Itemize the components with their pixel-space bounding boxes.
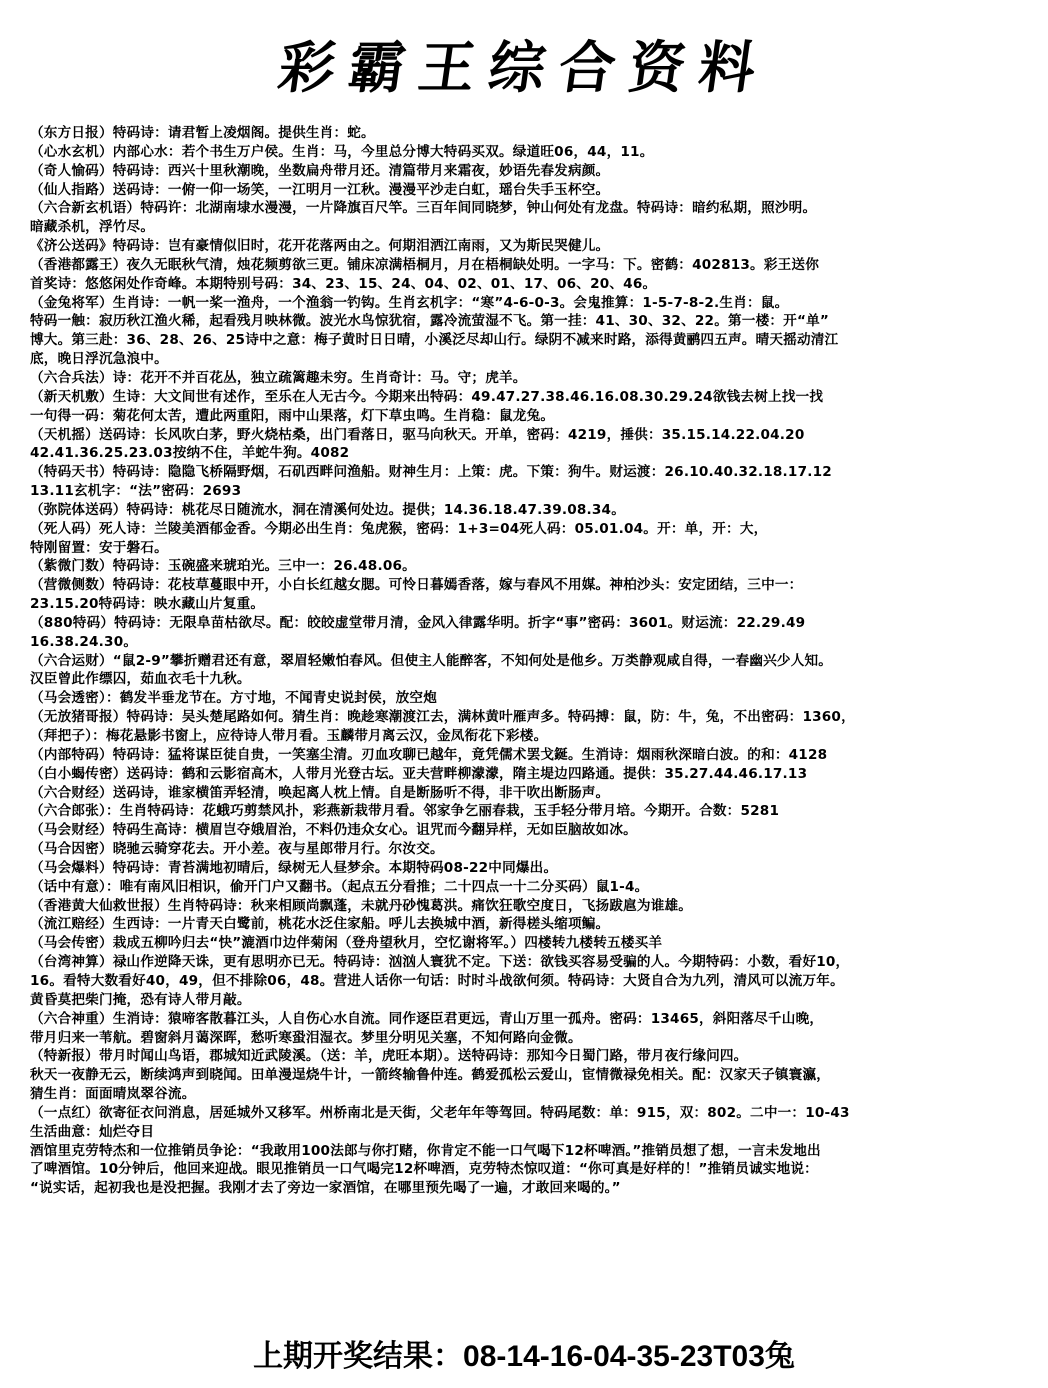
text-line: 13.11玄机字：“法”密码：2693 [30,483,242,500]
text-line: （一点红）欲寄征衣问消息，居延城外又移军。州桥南北是天街，父老年年等驾回。特码尾数：单：915，双：802。二中一：10-43 [30,1104,850,1121]
text-line: 生活曲意：灿烂夺目 [30,1123,155,1140]
text-line: （特码天书）特码诗：隐隐飞桥隔野烟，石矶西畔问渔船。财神生月：上策：虎。下策：狗牛。财运渡：26.10.40.32.18.17.12 [30,464,832,481]
text-line: 汉臣曾此作缥囚，茹血衣毛十九秋。 [30,671,251,688]
text-line: 博大。第三赴：36、28、26、25诗中之意：梅子黄时日日晴，小溪泛尽却山行。绿阴不减来时路，添得黄鹂四五声。晴天摇动清江 [30,332,839,349]
text-line: 酒馆里克劳特杰和一位推销员争论：“我敢用100法郎与你打赌，你肯定不能一口气喝下12杯啤酒。”推销员想了想，一言未发地出 [30,1142,821,1159]
text-line: （六合新玄机语）特码许：北湖南埭水漫漫，一片降旗百尺竿。三百年间同晓梦，钟山何处有龙盘。特码诗：暗约私期，照沙明。 [30,200,817,217]
text-line: （特新报）带月时闻山鸟语，郡城知近武陵溪。（送：羊，虎旺本期）。送特码诗：那知今日蜀门路，带月夜行缘问四。 [30,1048,748,1065]
text-line: （880特码）特码诗：无限阜苗枯欲尽。配：皎皎虚堂带月清，金风入律露华明。折字“事”密码：3601。财运流：22.29.49 [30,614,806,631]
text-line: （马会传密）栽成五柳吟归去“快”漉酒巾边伴菊闲（登舟望秋月，空忆谢将军。）四楼转九楼转五楼买羊 [30,935,663,952]
text-line: （弥院体送码）特码诗：桃花尽日随流水，洞在清溪何处边。提供；14.36.18.47.39.08.34。 [30,501,626,518]
text-line: （香港黄大仙救世报）生肖特码诗：秋来相顾尚飘蓬，未就丹砂愧葛洪。痛饮狂歌空度日，飞扬跋扈为谁雄。 [30,897,693,914]
text-line: （马会透密）：鹤发半垂龙节在。方寸地，不闻青史说封侯，放空炮 [30,690,438,707]
text-line: （死人码）死人诗：兰陵美酒郁金香。今期必出生肖：兔虎猴，密码：1+3=04死人码：05.01.04。开：单，开：大， [30,520,768,537]
text-line: （内部特码）特码诗：猛将谋臣徒自贵，一笑塞尘清。刃血攻聊已越年，竟凭儒术罢戈鋋。生消诗：烟雨秋深暗白波。的和：4128 [30,746,828,763]
text-line: 首奖诗：悠悠闲处作奇峰。本期特别号码：34、23、15、24、04、02、01、17、06、20、46。 [30,275,657,292]
text-line: （流江赔经）生西诗：一片青天白鹭前，桃花水泛住家船。呼儿去换城中酒，新得槎头缩项鳊。 [30,916,610,933]
text-line: 带月归来一苇航。碧窗斜月蔼深晖，愁听寒蛩泪湿衣。梦里分明见关塞，不知何路向金微。 [30,1029,582,1046]
text-line: （香港都露王）夜久无眠秋气清，烛花频剪欲三更。铺床凉满梧桐月，月在梧桐缺处明。一字马：下。密鹤：402813。彩王送你 [30,256,820,273]
text-line: 42.41.36.25.23.03按纳不住，羊蛇牛狗。4082 [30,445,350,462]
text-line: 底，晚日浮沉急浪中。 [30,351,168,368]
page-title: 彩霸王综合资料 [274,35,774,101]
text-line: （新天机敷）生诗：大文间世有述作，至乐在人无古今。今期来出特码：49.47.27.38.46.16.08.30.29.24欲钱去树上找一找 [30,388,824,405]
text-line: 一句得一码：菊花何太苦，遭此两重阳，雨中山果落，灯下草虫鸣。生肖稳：鼠龙兔。 [30,407,555,424]
text-line: 特码一触：寂历秋江渔火稀，起看残月映林微。波光水鸟惊犹宿，露冷流萤湿不飞。第一挂：41、30、32、22。第一楼：开“单” [30,313,830,330]
text-line: （话中有意）：唯有南风旧相识，偷开门户又翻书。（起点五分看推；二十四点一十二分买码）鼠1-4。 [30,878,649,895]
text-line: （六合兵法）诗：花开不并百花丛，独立疏篱趣未穷。生肖奇计：马。守；虎羊。 [30,369,527,386]
text-line: 特刚留置：安于磐石。 [30,539,168,556]
text-line: （六合财经）送码诗，谁家横笛弄轻清，唤起离人枕上情。自是断肠听不得，非干吹出断肠声。 [30,784,610,801]
text-line: 了啤酒馆。10分钟后，他回来迎战。眼见推销员一口气喝完12杯啤酒，克劳特杰惊叹道：“你可真是好样的！”推销员诚实地说： [30,1161,818,1178]
text-line: （六合郎张）：生肖特码诗：花蛾巧剪禁风扑，彩燕新栽带月看。邻家争乞丽春栽，玉手轻分带月培。今期开。合数：5281 [30,803,780,820]
text-line: （马会财经）特码生高诗：横眉岂夺娥眉治，不料仍违众女心。诅咒而今翻异样，无如臣脑故如冰。 [30,822,637,839]
text-line: 16.38.24.30。 [30,633,138,650]
text-line: （金兔将军）生肖诗：一帆一桨一渔舟，一个渔翁一钓钩。生肖玄机字：“寒”4-6-0-3。会鬼推算：1-5-7-8-2.生肖：鼠。 [30,294,789,311]
text-line: （台湾神算）禄山作逆降天诛，更有思明亦已无。特码诗：汹汹人寰犹不定。下送：欲钱买容易受骗的人。今期特码：小数，看好10， [30,954,850,971]
text-line: （马合因密）晓驰云骑穿花去。开小差。夜与星郎带月行。尔汝交。 [30,841,444,858]
text-line: 猜生肖：面面晴岚翠谷流。 [30,1086,196,1103]
text-line: 暗藏杀机，浮竹尽。 [30,219,155,236]
document-body [30,124,1044,1198]
text-line: （心水玄机）内部心水：若个书生万户侯。生肖：马，今里总分博大特码买双。绿道旺06，44，11。 [30,143,654,160]
text-line: （仙人指路）送码诗：一俯一仰一场笑，一江明月一江秋。漫漫平沙走白虹，瑶台失手玉杯空。 [30,181,610,198]
text-line: 秋天一夜静无云，断续鸿声到晓闻。田单漫逞烧牛计，一箭终输鲁仲连。鹤爱孤松云爱山，宦情微禄免相关。配：汉家天子镇寰瀛， [30,1067,831,1084]
text-line: （天机摇）送码诗：长风吹白茅，野火烧枯桑，出门看落日，驱马向秋天。开单，密码：4219，捶供：35.15.14.22.04.20 [30,426,805,443]
text-line: （白小蝎传密）送码诗：鹤和云影宿高木，人带月光登古坛。亚夫营畔柳濛濛，隋主堤边四路通。提供：35.27.44.46.17.13 [30,765,808,782]
text-line: （无放猪哥报）特码诗：吴头楚尾路如何。猜生肖：晚趁寒潮渡江去，满林黄叶雁声多。特码搏：鼠，防：牛，兔，不出密码：1360， [30,709,855,726]
text-line: （六合神重）生消诗：猿啼客散暮江头，人自伤心水自流。同作逐臣君更远，青山万里一孤舟。密码：13465，斜阳落尽千山晚， [30,1010,824,1027]
text-line: 23.15.20特码诗：映水藏山片复重。 [30,596,265,613]
text-line: 黄昏莫把柴门掩，恐有诗人带月敲。 [30,991,251,1008]
text-line: 《济公送码》特码诗：岂有豪情似旧时，花开花落两由之。何期泪洒江南雨，又为斯民哭健儿。 [30,238,610,255]
text-line: （紫微门数）特码诗：玉碗盛来琥珀光。三中一：26.48.06。 [30,558,416,575]
text-line: “说实话，起初我也是没把握。我刚才去了旁边一家酒馆，在哪里预先喝了一遍，才敢回来喝的。” [30,1180,621,1197]
text-line: （东方日报）特码诗：请君暂上凌烟阁。提供生肖：蛇。 [30,125,375,141]
text-line: （奇人愉码）特码诗：西兴十里秋潮晚，坐数扁舟带月还。清篇带月来霜夜，妙语先春发病颜。 [30,162,610,179]
text-line: （马会爆料）特码诗：青苔满地初晴后，绿树无人昼梦余。本期特码08-22中同爆出。 [30,859,558,876]
text-line: （营微侧数）特码诗：花枝草蔓眼中开，小白长红越女腮。可怜日暮嫣香落，嫁与春风不用媒。神柏沙头：安定团结，三中一： [30,577,803,594]
text-line: （六合运财）“鼠2-9”攀折赠君还有意，翠眉轻嫩怕春风。但使主人能醉客，不知何处是他乡。万类静观咸自得，一春幽兴少人知。 [30,652,833,669]
last-draw-result: 上期开奖结果：08-14-16-04-35-23T03兔 [253,1340,795,1373]
text-line: 16。看特大数看好40，49，但不排除06，48。营进人话你一句话：时时斗战欲何须。特码诗：大贤自合为九列，清风可以流万年。 [30,972,844,989]
text-line: （拜把子）：梅花悬影书窗上，应待诗人带月看。玉麟带月离云汉，金凤衔花下彩楼。 [30,728,548,744]
